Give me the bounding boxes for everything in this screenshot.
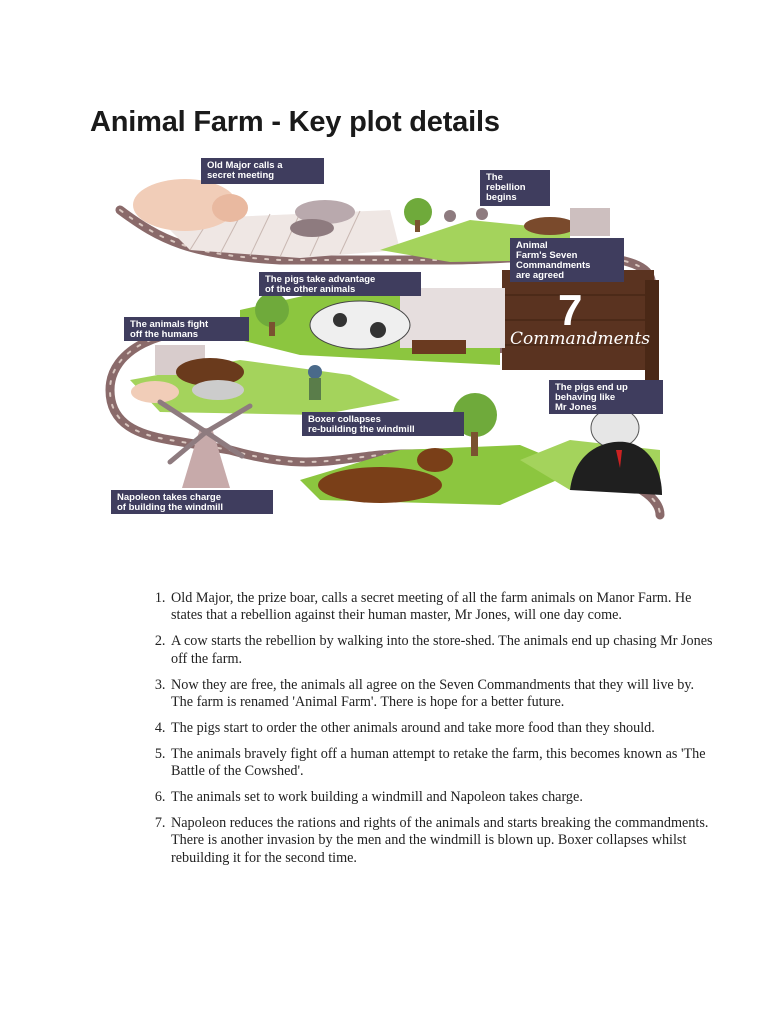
fighting-dog: [192, 380, 244, 400]
pig-spot: [333, 313, 347, 327]
greedy-pig: [310, 301, 410, 349]
boxer-horse-head: [417, 448, 453, 472]
barn-middle: [400, 288, 505, 348]
label-seven-commandments: Animal Farm's Seven Commandments are agreed: [510, 238, 624, 282]
food-trough: [412, 340, 466, 354]
label-old-major-meeting: Old Major calls a secret meeting: [201, 158, 324, 184]
page-title: Animal Farm - Key plot details: [90, 106, 500, 138]
plot-infographic: [100, 150, 680, 530]
sheep-2: [290, 219, 334, 237]
tree-middle: [255, 293, 289, 327]
list-item: 6. The animals set to work building a windmill and Napoleon takes charge.: [169, 789, 714, 806]
old-major-pig-head: [212, 194, 248, 222]
sign-number: 7: [558, 286, 583, 335]
tree-bottom-trunk: [471, 432, 478, 456]
list-item: 3. Now they are free, the animals all agree on the Seven Commandments that they will live by. The farm is renamed 'Animal Farm'. There is hope for a better future.: [169, 677, 714, 712]
running-farmer: [444, 210, 456, 222]
list-item: 7. Napoleon reduces the rations and rights of the animals and starts breaking the commandments. There is another invasion by the men and the windmill is blown up. Boxer collapses whilst rebuilding it for the second time.: [169, 815, 714, 867]
list-item: 1. Old Major, the prize boar, calls a secret meeting of all the farm animals on Manor Farm. He states that a rebellion against their human master, Mr Jones, will one day come.: [169, 590, 714, 625]
label-fight-humans: The animals fight off the humans: [124, 317, 249, 341]
human-attacker: [308, 365, 322, 379]
list-item: 5. The animals bravely fight off a human attempt to retake the farm, this becomes known as 'The Battle of the Cowshed'.: [169, 746, 714, 781]
label-pigs-end-up: The pigs end up behaving like Mr Jones: [549, 380, 663, 414]
label-boxer-collapses: Boxer collapses re-building the windmill: [302, 412, 464, 436]
label-napoleon-windmill: Napoleon takes charge of building the windmill: [111, 490, 273, 514]
windmill-tower: [182, 428, 230, 488]
sign-word: Commandments: [510, 329, 651, 349]
label-rebellion-begins: The rebellion begins: [480, 170, 550, 206]
human-attacker-body: [309, 378, 321, 400]
pig-spot-2: [370, 322, 386, 338]
plot-points-list: [141, 590, 714, 876]
fighting-pig: [131, 381, 179, 403]
running-cow: [524, 217, 576, 235]
boxer-horse: [318, 467, 442, 503]
farmhouse: [570, 208, 610, 236]
suited-pig-head: [591, 408, 639, 448]
list-item: 2. A cow starts the rebellion by walking into the store-shed. The animals end up chasing Mr Jones off the farm.: [169, 633, 714, 668]
tree-top-trunk: [415, 220, 420, 232]
label-pigs-advantage: The pigs take advantage of the other animals: [259, 272, 421, 296]
running-farmer-2: [476, 208, 488, 220]
tree-middle-trunk: [269, 322, 275, 336]
list-item: 4. The pigs start to order the other animals around and take more food than they should.: [169, 720, 714, 737]
